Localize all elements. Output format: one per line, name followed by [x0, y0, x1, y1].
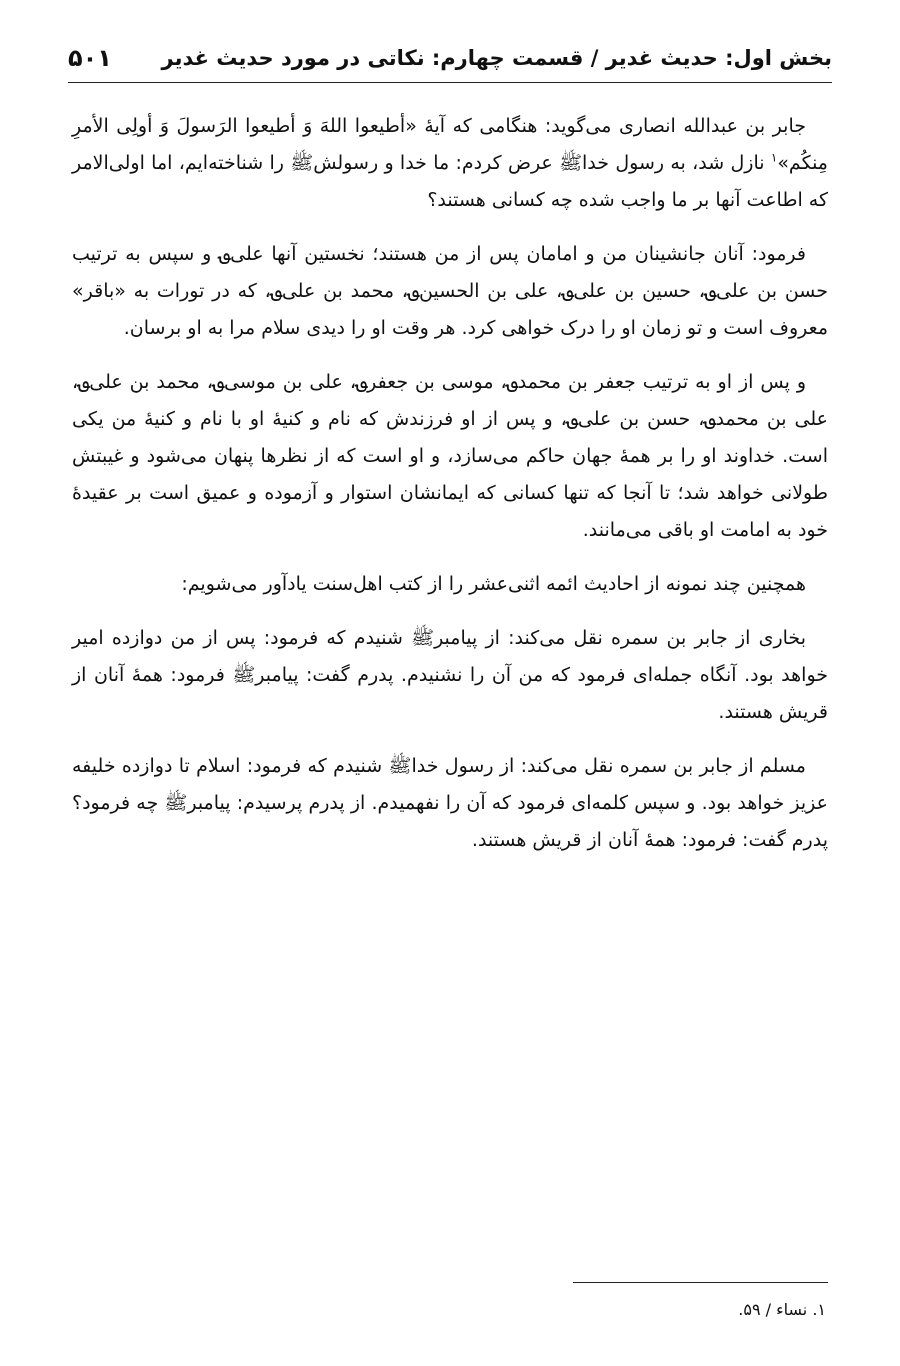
header-title: بخش اول: حدیث غدیر / قسمت چهارم: نکاتی در مورد حدیث غدیر — [161, 46, 832, 70]
paragraph-bukhari: بخاری از جابر بن سمره نقل می‌کند: از پیامبرﷺ شنیدم که فرمود: پس از من دوازده امیر خواهد بود. آنگاه جمله‌ای فرمود که من آن را نشنیدم. پدرم گفت: پیامبرﷺ فرمود: همهٔ آنان از قریش هستند. — [72, 627, 828, 723]
paragraph-text: جابر بن عبدالله انصاری می‌گوید: هنگامی که آیهٔ «أطیعوا اللهَ وَ أطیعوا الرَسولَ وَ أولِی الأمرِ مِنکُم» — [72, 115, 828, 174]
paragraph-muslim: مسلم از جابر بن سمره نقل می‌کند: از رسول خداﷺ شنیدم که فرمود: اسلام تا دوازده خلیفه عزیز خواهد بود. و سپس کلمه‌ای فرمود که آن را نفهمیدم. از پدرم پرسیدم: پیامبرﷺ چه فرمود؟ پدرم گفت: فرمود: همهٔ آنان از قریش هستند. — [72, 755, 828, 851]
footnote-divider — [573, 1282, 828, 1283]
paragraph-jabir-verse — [72, 108, 828, 219]
paragraph-imams-list: و پس از او به ترتیب جعفر بن محمد؈، موسی بن جعفر؈، علی بن موسی؈، محمد بن علی؈، علی بن محمد؈، حسن بن علی؈، و پس از او فرزندش که نام و کنیهٔ او با نام و کنیهٔ من یکی است. خداوند او را بر همهٔ جهان حاکم می‌سازد، و او است که از نظرها پنهان می‌شود و غیبتش طولانی خواهد شد؛ تا آنجا که تنها کسانی که ایمانشان استوار و آزموده و عمیق است بر عقیدهٔ خود به امامت او باقی می‌مانند. — [72, 371, 828, 541]
footnote: ۱. نساء / ۵۹. — [738, 1300, 826, 1319]
body-text — [72, 108, 828, 876]
page-number: ۵۰۱ — [68, 44, 112, 72]
paragraph-text: نازل شد، به رسول خداﷺ عرض کردم: ما خدا و رسولشﷺ را شناخته‌ایم، اما اولی‌الامر که اطاعت آنها بر ما واجب شده چه کسانی هستند؟ — [72, 152, 828, 211]
paragraph-answer: فرمود: آنان جانشینان من و امامان پس از من هستند؛ نخستین آنها علی؈ و سپس به ترتیب حسن بن علی؈، حسین بن علی؈، علی بن الحسین؈، محمد بن علی؈، که در تورات به «باقر» معروف است و تو زمان او را درک خواهی کرد. هر وقت او را دیدی سلام مرا به او برسان. — [72, 243, 828, 339]
footnote-reference: ۱ — [770, 150, 778, 165]
paragraph-sunni-intro: همچنین چند نمونه از احادیث ائمه اثنی‌عشر را از کتب اهل‌سنت یادآور می‌شویم: — [181, 573, 806, 595]
running-header — [68, 34, 832, 83]
